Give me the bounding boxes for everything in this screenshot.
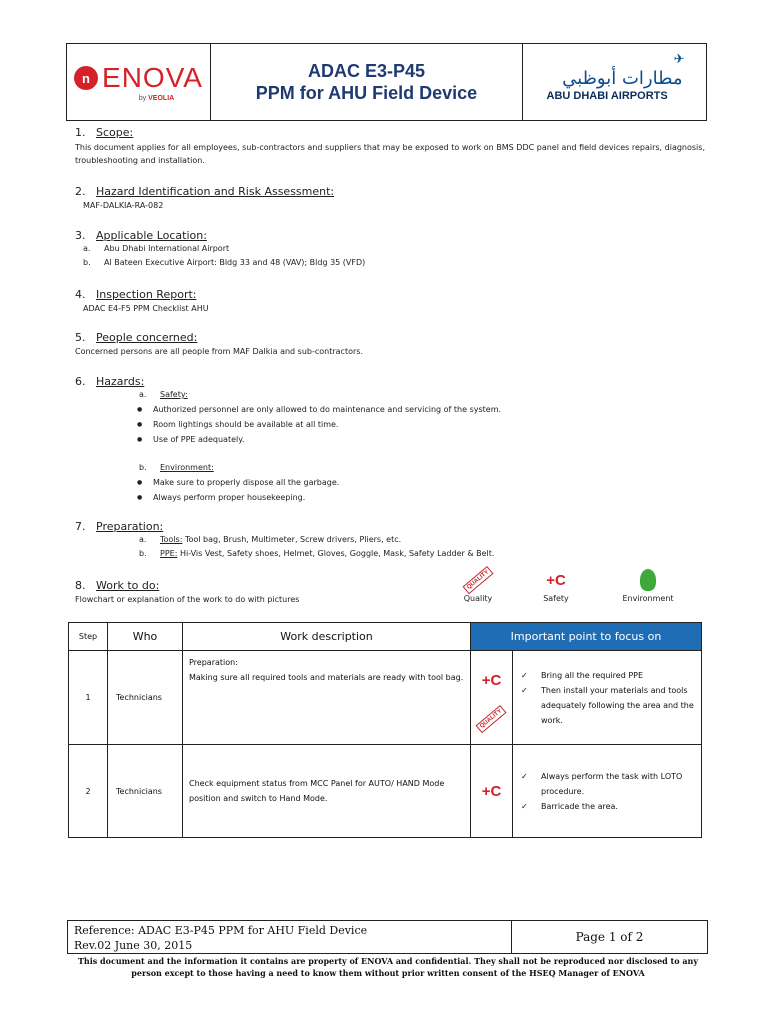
section-number: 1. bbox=[75, 126, 86, 139]
table-header-row bbox=[69, 623, 702, 651]
checklist-item: ✓ Bring all the required PPE bbox=[519, 668, 695, 683]
section-number: 8. bbox=[75, 579, 86, 592]
checklist-item: ✓ Then install your materials and tools adequately following the area and the work. bbox=[519, 683, 695, 728]
safety-item: ● Use of PPE adequately. bbox=[75, 432, 675, 447]
document-title bbox=[211, 44, 523, 120]
table-row bbox=[69, 651, 702, 745]
column-header-work-description: Work description bbox=[183, 623, 471, 651]
location-item: a. Abu Dhabi International Airport bbox=[83, 244, 230, 253]
row-icons bbox=[471, 745, 513, 838]
legend-environment-label: Environment bbox=[622, 594, 674, 603]
row-icons bbox=[471, 651, 513, 745]
safety-item: ● Room lightings should be available at all time. bbox=[75, 417, 675, 432]
legend-environment bbox=[608, 566, 688, 603]
work-table bbox=[68, 622, 702, 838]
enova-wordmark: ENOVA bbox=[102, 62, 203, 93]
veolia-byline: by VEOLIA bbox=[138, 95, 175, 102]
scope-text: This document applies for all employees, sub-contractors and suppliers that may be exposed to work on BMS DDC panel and field devices repairs, diagnosis, troubleshooting and installation. bbox=[75, 143, 705, 165]
location-item: b. Al Bateen Executive Airport: Bldg 33 and 48 (VAV); Bldg 35 (VFD) bbox=[83, 258, 366, 267]
section-hazard-identification bbox=[75, 185, 334, 213]
safety-subheading: a. Safety: bbox=[139, 390, 188, 399]
section-number: 7. bbox=[75, 520, 86, 533]
section-number: 3. bbox=[75, 229, 86, 242]
section-heading: Applicable Location: bbox=[96, 229, 207, 242]
environment-globe-icon bbox=[640, 569, 656, 591]
safety-cross-icon: +C bbox=[546, 571, 566, 589]
tools-line: a. Tools: Tool bag, Brush, Multimeter, Screw drivers, Pliers, etc. bbox=[139, 535, 402, 544]
abu-dhabi-airports-logo bbox=[523, 44, 706, 120]
section-heading: Work to do: bbox=[96, 579, 160, 592]
checklist-item: ✓ Barricade the area. bbox=[519, 799, 695, 814]
column-header-step: Step bbox=[69, 623, 108, 651]
quality-stamp-icon: QUALITY bbox=[462, 566, 493, 594]
section-number: 2. bbox=[75, 185, 86, 198]
environment-subheading: b. Environment: bbox=[139, 463, 214, 472]
safety-item: ● Authorized personnel are only allowed to do maintenance and servicing of the system. bbox=[75, 402, 675, 417]
legend-icons bbox=[448, 566, 698, 610]
section-number: 6. bbox=[75, 375, 86, 388]
section-heading: Hazard Identification and Risk Assessment: bbox=[96, 185, 335, 198]
risk-assessment-ref: MAF-DALKIA-RA-082 bbox=[83, 201, 164, 210]
document-subject: PPM for AHU Field Device bbox=[255, 83, 478, 103]
footer-revision: Rev.02 June 30, 2015 bbox=[74, 939, 193, 952]
environment-item: ● Make sure to properly dispose all the garbage. bbox=[75, 475, 675, 490]
enova-mark-icon: n bbox=[74, 66, 98, 90]
confidentiality-disclaimer: This document and the information it contains are property of ENOVA and confidential. They shall not be reproduced nor disclosed to any person except to those having a need to know them without prior written consent of the HSEQ Manager of ENOVA bbox=[77, 956, 699, 978]
airports-arabic-name: مطارات أبوظبي bbox=[562, 68, 683, 89]
safety-cross-icon: +C bbox=[481, 671, 502, 689]
work-to-do-text: Flowchart or explanation of the work to do with pictures bbox=[75, 595, 300, 604]
legend-safety-label: Safety bbox=[543, 594, 569, 603]
legend-quality bbox=[448, 566, 508, 603]
page-number: Page 1 of 2 bbox=[575, 930, 644, 944]
footer-reference: Reference: ADAC E3-P45 PPM for AHU Field Device bbox=[74, 924, 368, 937]
important-points-cell bbox=[513, 745, 702, 838]
document-footer bbox=[67, 920, 708, 954]
safety-cross-icon: +C bbox=[481, 782, 502, 800]
work-description-cell: Check equipment status from MCC Panel for AUTO/ HAND Mode position and switch to Hand Mode. bbox=[183, 745, 471, 838]
ppe-line: b. PPE: Hi-Vis Vest, Safety shoes, Helmet, Gloves, Goggle, Mask, Safety Ladder & Belt. bbox=[139, 549, 495, 558]
who-cell: Technicians bbox=[108, 745, 183, 838]
work-description-cell: Preparation: Making sure all required tools and materials are ready with tool bag. bbox=[183, 651, 471, 745]
inspection-report-ref: ADAC E4-F5 PPM Checklist AHU bbox=[83, 304, 209, 313]
section-number: 4. bbox=[75, 288, 86, 301]
section-heading: Inspection Report: bbox=[96, 288, 197, 301]
airplane-icon: ✈ bbox=[673, 52, 685, 67]
environment-item: ● Always perform proper housekeeping. bbox=[75, 490, 675, 505]
people-concerned-text: Concerned persons are all people from MAF Dalkia and sub-contractors. bbox=[75, 347, 363, 356]
section-heading: Scope: bbox=[96, 126, 134, 139]
legend-safety bbox=[526, 566, 586, 603]
section-work-to-do bbox=[75, 579, 299, 607]
column-header-important-points: Important point to focus on bbox=[471, 623, 702, 651]
section-preparation bbox=[75, 520, 675, 561]
column-header-who: Who bbox=[108, 623, 183, 651]
section-heading: Hazards: bbox=[96, 375, 145, 388]
section-applicable-location bbox=[75, 229, 365, 270]
section-heading: Preparation: bbox=[96, 520, 164, 533]
table-row bbox=[69, 745, 702, 838]
step-number: 1 bbox=[69, 651, 108, 745]
section-scope bbox=[75, 126, 705, 167]
checklist-item: ✓ Always perform the task with LOTO procedure. bbox=[519, 769, 695, 799]
quality-stamp-icon: QUALITY bbox=[476, 704, 507, 732]
section-people-concerned bbox=[75, 331, 363, 359]
airports-english-name: ABU DHABI AIRPORTS bbox=[546, 90, 668, 102]
who-cell: Technicians bbox=[108, 651, 183, 745]
document-code: ADAC E3-P45 bbox=[307, 61, 426, 81]
step-number: 2 bbox=[69, 745, 108, 838]
enova-logo bbox=[67, 44, 211, 120]
section-heading: People concerned: bbox=[96, 331, 198, 344]
section-inspection-report bbox=[75, 288, 209, 316]
document-header bbox=[66, 43, 707, 121]
section-hazards bbox=[75, 375, 675, 505]
important-points-cell bbox=[513, 651, 702, 745]
legend-quality-label: Quality bbox=[463, 594, 493, 603]
section-number: 5. bbox=[75, 331, 86, 344]
